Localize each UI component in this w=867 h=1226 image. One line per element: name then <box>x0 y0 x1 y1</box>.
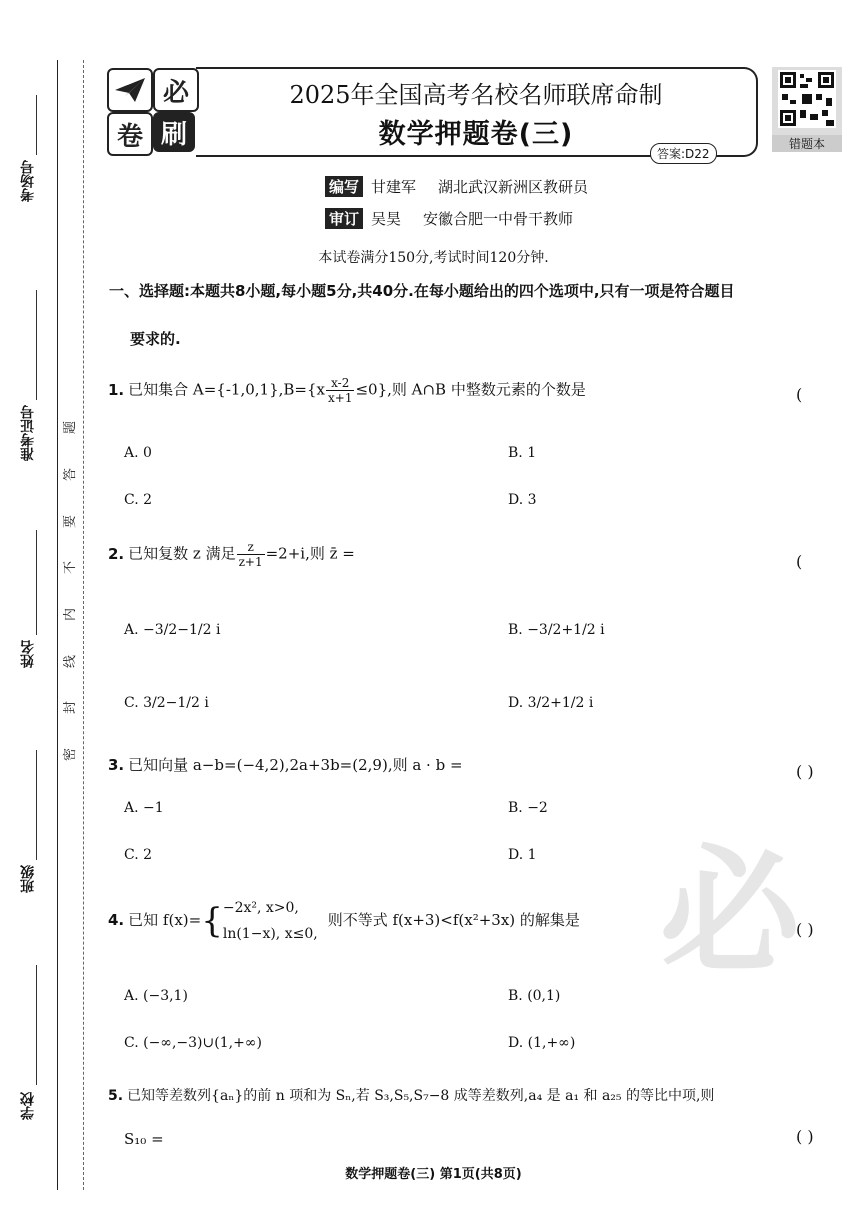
option-c[interactable]: C. 2 <box>124 847 153 863</box>
option-c[interactable]: C. (−∞,−3)∪(1,+∞) <box>124 1035 262 1051</box>
binding-line <box>57 60 58 1190</box>
question-5 <box>108 1085 714 1105</box>
option-d[interactable]: D. 3/2+1/2 i <box>508 695 594 711</box>
editor-name: 甘建军 <box>371 178 417 196</box>
option-b[interactable]: B. −3/2+1/2 i <box>508 622 605 638</box>
left-brace: { <box>201 901 223 941</box>
reviewer-org: 安徽合肥一中骨干教师 <box>423 210 574 228</box>
seal-char: 答 <box>63 467 79 482</box>
question-text: ≤0},则 A∩B 中整数元素的个数是 <box>355 380 586 399</box>
option-a[interactable]: A. −1 <box>124 800 164 816</box>
question-text: 已知等差数列{aₙ}的前 n 项和为 Sₙ,若 S₃,S₅,S₇−8 成等差数列,a₄ 是 a₁ 和 a₂₅ 的等比中项,则 <box>127 1088 715 1104</box>
seal-char: 线 <box>63 654 79 669</box>
section-heading-cont: 要求的. <box>130 330 181 348</box>
field-school: 学校 <box>20 1092 36 1120</box>
seal-char: 题 <box>63 420 79 435</box>
question-1 <box>108 376 586 405</box>
answer-paren[interactable]: ( ) <box>796 920 814 939</box>
credit-editor <box>325 176 588 197</box>
option-d[interactable]: D. 1 <box>508 847 537 863</box>
denominator: x+1 <box>328 391 353 405</box>
question-number: 1. <box>108 380 125 399</box>
answer-paren[interactable]: ( ) <box>796 1127 814 1146</box>
exam-series-title: 2025年全国高考名校名师联席命制 <box>289 81 663 109</box>
option-a[interactable]: A. −3/2−1/2 i <box>124 622 221 638</box>
option-d[interactable]: D. 3 <box>508 492 537 508</box>
logo-char: 卷 <box>107 112 153 156</box>
answer-paren[interactable]: ( <box>796 385 803 404</box>
seal-char: 内 <box>63 607 79 622</box>
question-text: 已知向量 a−b=(−4,2),2a+3b=(2,9),则 a · b = <box>128 756 463 774</box>
field-line <box>36 290 37 400</box>
numerator: z <box>237 540 265 555</box>
fraction <box>237 540 265 569</box>
paper-plane-icon <box>107 68 153 112</box>
seal-char: 密 <box>63 747 79 762</box>
question-text: 则不等式 f(x+3)<f(x²+3x) 的解集是 <box>327 911 580 929</box>
question-number: 2. <box>108 544 125 563</box>
seal-char: 不 <box>63 560 79 575</box>
numerator: x-2 <box>326 376 354 391</box>
field-ticket-number: 准考证号 <box>20 405 36 461</box>
option-b[interactable]: B. 1 <box>508 445 537 461</box>
field-exam-room: 考场号 <box>20 160 36 202</box>
case-2: ln(1−x), x≤0, <box>222 926 318 942</box>
question-number: 4. <box>108 911 125 929</box>
question-number: 5. <box>108 1088 124 1104</box>
editor-org: 湖北武汉新洲区教研员 <box>438 178 589 196</box>
question-text: 已知复数 z 满足 <box>128 544 236 563</box>
field-line <box>36 95 37 155</box>
reviewer-name: 吴昊 <box>371 210 402 228</box>
option-a[interactable]: A. 0 <box>124 445 152 461</box>
exam-title: 数学押题卷(三) <box>378 119 574 150</box>
option-a[interactable]: A. (−3,1) <box>124 988 188 1004</box>
question-4 <box>108 895 580 947</box>
section-heading: 一、选择题:本题共8小题,每小题5分,共40分.在每小题给出的四个选项中,只有一项是符合题目 <box>109 282 735 300</box>
seal-char: 封 <box>63 700 79 715</box>
option-b[interactable]: B. −2 <box>508 800 548 816</box>
field-class: 班级 <box>20 865 36 893</box>
denominator: z+1 <box>238 555 263 569</box>
seal-char: 要 <box>63 514 79 529</box>
question-5-cont: S₁₀ = <box>124 1130 164 1148</box>
qr-label: 错题本 <box>772 135 842 152</box>
fraction <box>326 376 354 405</box>
credit-reviewer <box>325 208 573 229</box>
option-c[interactable]: C. 3/2−1/2 i <box>124 695 209 711</box>
field-line <box>36 965 37 1085</box>
option-d[interactable]: D. (1,+∞) <box>508 1035 576 1051</box>
logo-char: 刷 <box>153 112 195 152</box>
reviewer-tag: 审订 <box>325 208 363 229</box>
question-text: 已知 f(x)= <box>128 911 202 929</box>
brand-logo <box>107 68 197 154</box>
logo-char: 必 <box>153 68 199 112</box>
editor-tag: 编写 <box>325 176 363 197</box>
option-b[interactable]: B. (0,1) <box>508 988 561 1004</box>
piecewise-cases <box>223 895 318 947</box>
field-line <box>36 750 37 860</box>
field-line <box>36 530 37 635</box>
watermark: 必 <box>660 831 801 994</box>
answer-paren[interactable]: ( <box>796 552 803 571</box>
field-name: 姓名 <box>20 640 36 668</box>
question-3 <box>108 754 463 775</box>
exam-note: 本试卷满分150分,考试时间120分钟. <box>318 250 549 266</box>
answer-paren[interactable]: ( ) <box>796 762 814 781</box>
question-2 <box>108 540 355 569</box>
seal-line <box>83 60 85 1190</box>
question-number: 3. <box>108 756 125 774</box>
option-c[interactable]: C. 2 <box>124 492 153 508</box>
answer-code-badge: 答案:D22 <box>650 143 717 164</box>
page-footer: 数学押题卷(三) 第1页(共8页) <box>345 1167 522 1182</box>
question-text: =2+i,则 z̄ = <box>265 544 355 563</box>
question-text: 已知集合 A={-1,0,1},B={x <box>128 380 325 399</box>
case-1: −2x², x>0, <box>222 900 299 916</box>
